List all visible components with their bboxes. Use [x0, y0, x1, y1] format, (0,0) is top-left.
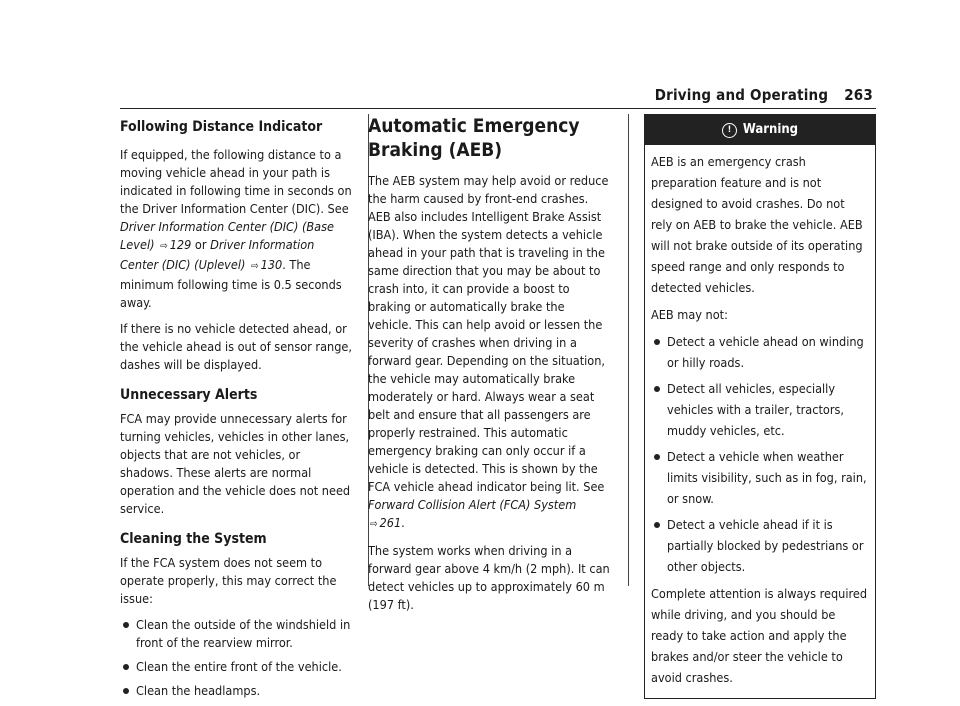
warning-header: [645, 115, 875, 145]
list-item-text: Detect a vehicle when weather limits visibility, such as in fog, rain, or snow.: [667, 449, 867, 506]
link-dic-base[interactable]: Driver Information Center (DIC) (Base Level): [120, 219, 334, 252]
warning-body: [645, 145, 875, 698]
section-title: Driving and Operating: [654, 86, 829, 104]
column-2: [368, 114, 612, 622]
list-item: [651, 446, 869, 509]
page-header: [655, 86, 873, 104]
list-item-text: Clean the outside of the windshield in front of the rearview mirror.: [136, 617, 351, 650]
column-divider-2: [628, 114, 629, 586]
heading-following-distance: Following Distance Indicator: [120, 119, 323, 135]
warning-icon: !: [722, 123, 737, 138]
paragraph-following-3: If there is no vehicle detected ahead, or the vehicle ahead is out of sensor range, dashes will be displayed.: [120, 321, 352, 372]
list-item: [651, 514, 869, 577]
column-3: [644, 114, 876, 699]
text-or: or: [194, 237, 207, 252]
paragraph-following-1: [120, 146, 352, 312]
warning-paragraph-1: AEB is an emergency crash preparation feature and is not designed to avoid crashes. Do not rely on AEB to brake the vehicle. AEB will not brake outside of its operating speed range and only responds to detected vehicles.: [651, 154, 863, 295]
paragraph-unnecessary: FCA may provide unnecessary alerts for turning vehicles, vehicles in other lanes, objects that are not vehicles, or shadows. These alerts are normal operation and the vehicle does not need service.: [120, 411, 351, 516]
link-dic-uplevel[interactable]: Driver Information Center (DIC) (Uplevel): [120, 237, 315, 272]
list-item: [120, 658, 352, 676]
link-fca-page[interactable]: 261: [379, 515, 402, 530]
arrow-icon: ⇨: [251, 261, 259, 272]
warning-box: [644, 114, 876, 699]
text-period: .: [401, 515, 405, 530]
link-dic-base-page[interactable]: 129: [169, 237, 192, 252]
bullet-icon: [654, 386, 660, 392]
bullet-icon: [123, 688, 129, 694]
text-following-2: . The minimum following time is 0.5 seconds away.: [120, 257, 342, 310]
paragraph-aeb-1: [368, 172, 612, 534]
list-item: [120, 682, 352, 700]
heading-aeb: Automatic Emergency Braking (AEB): [368, 115, 580, 161]
warning-paragraph-3: Complete attention is always required while driving, and you should be ready to take action and apply the brakes and/or steer the vehicle to avoid crashes.: [651, 586, 868, 685]
heading-unnecessary-alerts: Unnecessary Alerts: [120, 387, 258, 403]
list-item: [120, 616, 352, 652]
page-number: 263: [844, 86, 873, 104]
list-item: [651, 331, 869, 373]
bullet-icon: [654, 522, 660, 528]
arrow-icon: ⇨: [160, 241, 168, 252]
paragraph-aeb-2: The system works when driving in a forward gear above 4 km/h (2 mph). It can detect vehicles up to approximately 60 m (197 ft).: [368, 543, 610, 612]
cleaning-list: [120, 616, 352, 700]
warning-paragraph-2: AEB may not:: [651, 307, 728, 322]
arrow-icon: ⇨: [370, 519, 378, 530]
warning-title: Warning: [742, 122, 799, 137]
list-item-text: Clean the headlamps.: [136, 683, 261, 698]
list-item: [651, 378, 869, 441]
list-item-text: Detect a vehicle ahead on winding or hilly roads.: [667, 334, 864, 370]
text-aeb-1: The AEB system may help avoid or reduce the harm caused by front-end crashes. AEB also includes Intelligent Brake Assist (IBA). When the system detects a vehicle ahead in your path that is traveling in the same direction that you may be about to crash into, it can provide a boost to braking or automatically brake the vehicle. This can help avoid or lessen the severity of crashes when driving in a forward gear. Depending on the situation, the vehicle may automatically brake moderately or hard. Always wear a seat belt and ensure that all passengers are properly restrained. This automatic emergency braking can only occur if a vehicle is detected. This is shown by the FCA vehicle ahead indicator being lit. See: [368, 173, 609, 494]
bullet-icon: [654, 339, 660, 345]
bullet-icon: [123, 622, 129, 628]
list-item-text: Clean the entire front of the vehicle.: [136, 659, 342, 674]
bullet-icon: [123, 664, 129, 670]
heading-cleaning: Cleaning the System: [120, 531, 267, 547]
header-rule: [120, 108, 876, 109]
text-following-1: If equipped, the following distance to a moving vehicle ahead in your path is indicated in following time in seconds on the Driver Information Center (DIC). See: [120, 147, 352, 216]
bullet-icon: [654, 454, 660, 460]
link-fca-system[interactable]: Forward Collision Alert (FCA) System: [368, 497, 577, 512]
paragraph-cleaning: If the FCA system does not seem to operate properly, this may correct the issue:: [120, 555, 337, 606]
column-1: [120, 114, 352, 706]
link-dic-uplevel-page[interactable]: 130: [260, 257, 283, 272]
list-item-text: Detect all vehicles, especially vehicles with a trailer, tractors, muddy vehicles, etc.: [667, 381, 844, 438]
warning-list: [651, 331, 869, 577]
list-item-text: Detect a vehicle ahead if it is partially blocked by pedestrians or other objects.: [667, 517, 864, 574]
